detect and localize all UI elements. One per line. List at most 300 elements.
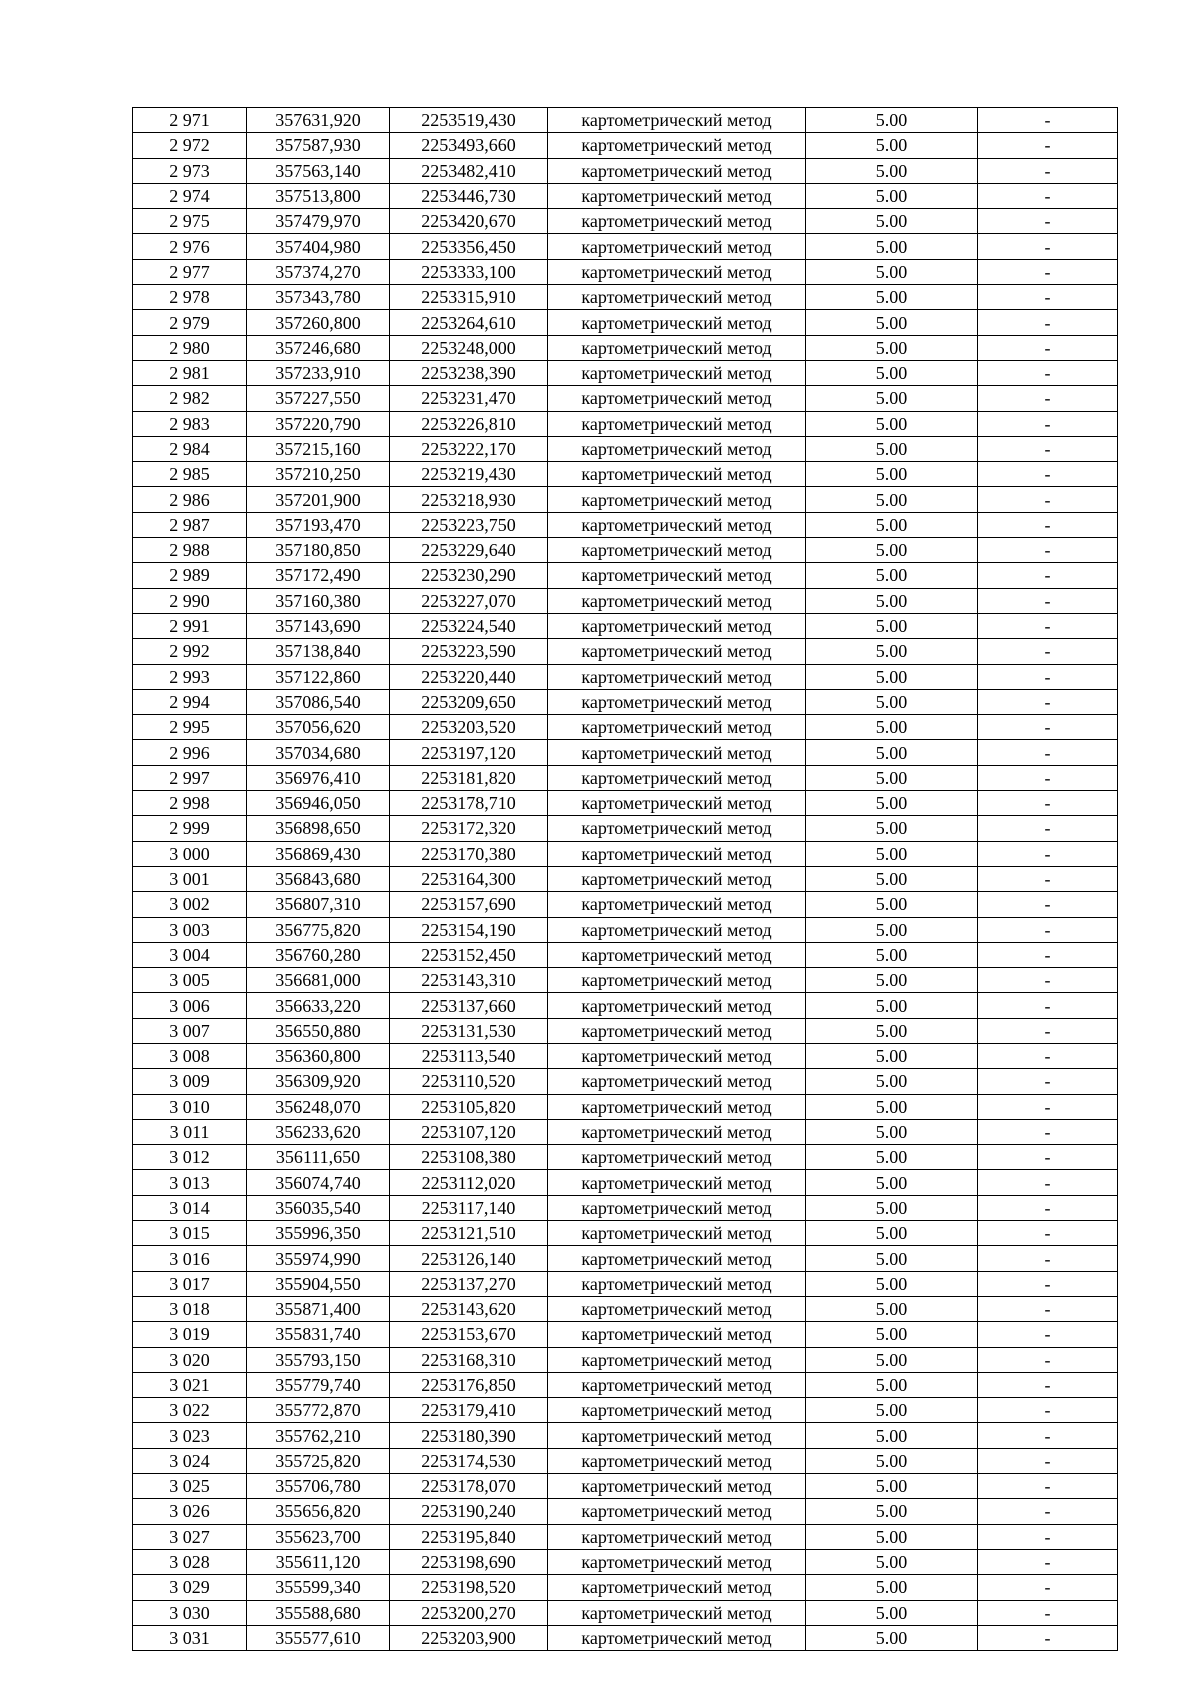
table-row (133, 133, 1118, 158)
description-cell: - (978, 1322, 1118, 1347)
y-coordinate-cell: 2253519,430 (390, 108, 548, 133)
precision-cell: 5.00 (806, 563, 978, 588)
description-cell: - (978, 335, 1118, 360)
y-coordinate-cell: 2253154,190 (390, 917, 548, 942)
x-coordinate-cell: 357215,160 (247, 436, 390, 461)
method-cell: картометрический метод (548, 512, 806, 537)
description-cell: - (978, 968, 1118, 993)
x-coordinate-cell: 356946,050 (247, 791, 390, 816)
x-coordinate-cell: 355762,210 (247, 1423, 390, 1448)
table-row (133, 765, 1118, 790)
table-row (133, 639, 1118, 664)
point-number-cell: 2 982 (133, 386, 247, 411)
method-cell: картометрический метод (548, 1524, 806, 1549)
table-row (133, 1347, 1118, 1372)
y-coordinate-cell: 2253190,240 (390, 1499, 548, 1524)
method-cell: картометрический метод (548, 158, 806, 183)
point-number-cell: 3 002 (133, 892, 247, 917)
x-coordinate-cell: 357404,980 (247, 234, 390, 259)
method-cell: картометрический метод (548, 1119, 806, 1144)
description-cell: - (978, 538, 1118, 563)
method-cell: картометрический метод (548, 209, 806, 234)
method-cell: картометрический метод (548, 841, 806, 866)
description-cell: - (978, 108, 1118, 133)
y-coordinate-cell: 2253248,000 (390, 335, 548, 360)
point-number-cell: 2 977 (133, 259, 247, 284)
y-coordinate-cell: 2253117,140 (390, 1195, 548, 1220)
x-coordinate-cell: 357193,470 (247, 512, 390, 537)
x-coordinate-cell: 357056,620 (247, 715, 390, 740)
precision-cell: 5.00 (806, 360, 978, 385)
method-cell: картометрический метод (548, 1625, 806, 1650)
method-cell: картометрический метод (548, 588, 806, 613)
table-row (133, 1043, 1118, 1068)
description-cell: - (978, 1423, 1118, 1448)
y-coordinate-cell: 2253143,310 (390, 968, 548, 993)
y-coordinate-cell: 2253178,710 (390, 791, 548, 816)
point-number-cell: 2 998 (133, 791, 247, 816)
y-coordinate-cell: 2253198,520 (390, 1575, 548, 1600)
table-row (133, 740, 1118, 765)
table-row (133, 1119, 1118, 1144)
point-number-cell: 3 010 (133, 1094, 247, 1119)
table-row (133, 588, 1118, 613)
y-coordinate-cell: 2253220,440 (390, 664, 548, 689)
y-coordinate-cell: 2253200,270 (390, 1600, 548, 1625)
x-coordinate-cell: 357160,380 (247, 588, 390, 613)
precision-cell: 5.00 (806, 917, 978, 942)
table-row (133, 1145, 1118, 1170)
method-cell: картометрический метод (548, 1296, 806, 1321)
method-cell: картометрический метод (548, 386, 806, 411)
y-coordinate-cell: 2253105,820 (390, 1094, 548, 1119)
y-coordinate-cell: 2253226,810 (390, 411, 548, 436)
y-coordinate-cell: 2253493,660 (390, 133, 548, 158)
y-coordinate-cell: 2253172,320 (390, 816, 548, 841)
table-row (133, 285, 1118, 310)
x-coordinate-cell: 355779,740 (247, 1372, 390, 1397)
method-cell: картометрический метод (548, 866, 806, 891)
method-cell: картометрический метод (548, 968, 806, 993)
x-coordinate-cell: 356074,740 (247, 1170, 390, 1195)
x-coordinate-cell: 357631,920 (247, 108, 390, 133)
x-coordinate-cell: 357479,970 (247, 209, 390, 234)
x-coordinate-cell: 357587,930 (247, 133, 390, 158)
description-cell: - (978, 1448, 1118, 1473)
point-number-cell: 3 004 (133, 942, 247, 967)
description-cell: - (978, 1474, 1118, 1499)
description-cell: - (978, 942, 1118, 967)
description-cell: - (978, 664, 1118, 689)
y-coordinate-cell: 2253143,620 (390, 1296, 548, 1321)
x-coordinate-cell: 357122,860 (247, 664, 390, 689)
point-number-cell: 3 015 (133, 1221, 247, 1246)
method-cell: картометрический метод (548, 1145, 806, 1170)
description-cell: - (978, 765, 1118, 790)
precision-cell: 5.00 (806, 1575, 978, 1600)
table-row (133, 512, 1118, 537)
point-number-cell: 2 996 (133, 740, 247, 765)
y-coordinate-cell: 2253152,450 (390, 942, 548, 967)
x-coordinate-cell: 355793,150 (247, 1347, 390, 1372)
x-coordinate-cell: 356360,800 (247, 1043, 390, 1068)
x-coordinate-cell: 355599,340 (247, 1575, 390, 1600)
point-number-cell: 2 992 (133, 639, 247, 664)
table-row (133, 538, 1118, 563)
table-row (133, 1246, 1118, 1271)
x-coordinate-cell: 357227,550 (247, 386, 390, 411)
point-number-cell: 3 009 (133, 1069, 247, 1094)
y-coordinate-cell: 2253137,660 (390, 993, 548, 1018)
point-number-cell: 2 995 (133, 715, 247, 740)
precision-cell: 5.00 (806, 1221, 978, 1246)
y-coordinate-cell: 2253108,380 (390, 1145, 548, 1170)
x-coordinate-cell: 356309,920 (247, 1069, 390, 1094)
precision-cell: 5.00 (806, 158, 978, 183)
table-row (133, 892, 1118, 917)
precision-cell: 5.00 (806, 1423, 978, 1448)
y-coordinate-cell: 2253179,410 (390, 1398, 548, 1423)
precision-cell: 5.00 (806, 841, 978, 866)
table-row (133, 1398, 1118, 1423)
precision-cell: 5.00 (806, 386, 978, 411)
table-row (133, 968, 1118, 993)
y-coordinate-cell: 2253137,270 (390, 1271, 548, 1296)
description-cell: - (978, 917, 1118, 942)
method-cell: картометрический метод (548, 791, 806, 816)
precision-cell: 5.00 (806, 1043, 978, 1068)
point-number-cell: 3 026 (133, 1499, 247, 1524)
y-coordinate-cell: 2253238,390 (390, 360, 548, 385)
description-cell: - (978, 1524, 1118, 1549)
precision-cell: 5.00 (806, 1246, 978, 1271)
method-cell: картометрический метод (548, 1398, 806, 1423)
point-number-cell: 3 029 (133, 1575, 247, 1600)
point-number-cell: 2 974 (133, 183, 247, 208)
y-coordinate-cell: 2253223,590 (390, 639, 548, 664)
method-cell: картометрический метод (548, 1600, 806, 1625)
point-number-cell: 3 012 (133, 1145, 247, 1170)
method-cell: картометрический метод (548, 462, 806, 487)
description-cell: - (978, 563, 1118, 588)
description-cell: - (978, 411, 1118, 436)
precision-cell: 5.00 (806, 259, 978, 284)
precision-cell: 5.00 (806, 639, 978, 664)
description-cell: - (978, 639, 1118, 664)
table-row (133, 386, 1118, 411)
table-row (133, 715, 1118, 740)
x-coordinate-cell: 357220,790 (247, 411, 390, 436)
point-number-cell: 2 975 (133, 209, 247, 234)
y-coordinate-cell: 2253420,670 (390, 209, 548, 234)
precision-cell: 5.00 (806, 1398, 978, 1423)
description-cell: - (978, 866, 1118, 891)
point-number-cell: 3 030 (133, 1600, 247, 1625)
table-row (133, 563, 1118, 588)
x-coordinate-cell: 356550,880 (247, 1018, 390, 1043)
point-number-cell: 3 020 (133, 1347, 247, 1372)
method-cell: картометрический метод (548, 1423, 806, 1448)
point-number-cell: 3 000 (133, 841, 247, 866)
y-coordinate-cell: 2253230,290 (390, 563, 548, 588)
precision-cell: 5.00 (806, 1549, 978, 1574)
table-row (133, 335, 1118, 360)
method-cell: картометрический метод (548, 664, 806, 689)
table-row (133, 1600, 1118, 1625)
x-coordinate-cell: 355725,820 (247, 1448, 390, 1473)
precision-cell: 5.00 (806, 791, 978, 816)
x-coordinate-cell: 357513,800 (247, 183, 390, 208)
precision-cell: 5.00 (806, 892, 978, 917)
description-cell: - (978, 1069, 1118, 1094)
precision-cell: 5.00 (806, 234, 978, 259)
y-coordinate-cell: 2253482,410 (390, 158, 548, 183)
point-number-cell: 3 031 (133, 1625, 247, 1650)
table-row (133, 664, 1118, 689)
description-cell: - (978, 259, 1118, 284)
precision-cell: 5.00 (806, 1524, 978, 1549)
y-coordinate-cell: 2253231,470 (390, 386, 548, 411)
point-number-cell: 2 984 (133, 436, 247, 461)
method-cell: картометрический метод (548, 1347, 806, 1372)
y-coordinate-cell: 2253170,380 (390, 841, 548, 866)
x-coordinate-cell: 355772,870 (247, 1398, 390, 1423)
point-number-cell: 2 978 (133, 285, 247, 310)
precision-cell: 5.00 (806, 866, 978, 891)
method-cell: картометрический метод (548, 1170, 806, 1195)
precision-cell: 5.00 (806, 1448, 978, 1473)
point-number-cell: 2 976 (133, 234, 247, 259)
precision-cell: 5.00 (806, 1069, 978, 1094)
description-cell: - (978, 588, 1118, 613)
y-coordinate-cell: 2253121,510 (390, 1221, 548, 1246)
method-cell: картометрический метод (548, 335, 806, 360)
y-coordinate-cell: 2253209,650 (390, 689, 548, 714)
point-number-cell: 3 021 (133, 1372, 247, 1397)
description-cell: - (978, 1296, 1118, 1321)
description-cell: - (978, 512, 1118, 537)
table-row (133, 1296, 1118, 1321)
precision-cell: 5.00 (806, 335, 978, 360)
y-coordinate-cell: 2253181,820 (390, 765, 548, 790)
table-row (133, 791, 1118, 816)
description-cell: - (978, 1195, 1118, 1220)
precision-cell: 5.00 (806, 538, 978, 563)
point-number-cell: 3 003 (133, 917, 247, 942)
table-row (133, 1499, 1118, 1524)
x-coordinate-cell: 355656,820 (247, 1499, 390, 1524)
table-row (133, 1069, 1118, 1094)
y-coordinate-cell: 2253131,530 (390, 1018, 548, 1043)
y-coordinate-cell: 2253113,540 (390, 1043, 548, 1068)
description-cell: - (978, 1145, 1118, 1170)
precision-cell: 5.00 (806, 942, 978, 967)
x-coordinate-cell: 357343,780 (247, 285, 390, 310)
y-coordinate-cell: 2253195,840 (390, 1524, 548, 1549)
point-number-cell: 3 024 (133, 1448, 247, 1473)
x-coordinate-cell: 356633,220 (247, 993, 390, 1018)
table-row (133, 487, 1118, 512)
table-row (133, 841, 1118, 866)
table-row (133, 1625, 1118, 1650)
precision-cell: 5.00 (806, 1195, 978, 1220)
method-cell: картометрический метод (548, 740, 806, 765)
method-cell: картометрический метод (548, 816, 806, 841)
y-coordinate-cell: 2253227,070 (390, 588, 548, 613)
x-coordinate-cell: 356807,310 (247, 892, 390, 917)
table-row (133, 209, 1118, 234)
x-coordinate-cell: 357210,250 (247, 462, 390, 487)
method-cell: картометрический метод (548, 411, 806, 436)
description-cell: - (978, 689, 1118, 714)
description-cell: - (978, 892, 1118, 917)
method-cell: картометрический метод (548, 689, 806, 714)
table-row (133, 689, 1118, 714)
description-cell: - (978, 310, 1118, 335)
description-cell: - (978, 1398, 1118, 1423)
precision-cell: 5.00 (806, 664, 978, 689)
coordinates-table-body (133, 108, 1118, 1651)
description-cell: - (978, 285, 1118, 310)
description-cell: - (978, 1347, 1118, 1372)
method-cell: картометрический метод (548, 917, 806, 942)
method-cell: картометрический метод (548, 715, 806, 740)
y-coordinate-cell: 2253107,120 (390, 1119, 548, 1144)
point-number-cell: 3 016 (133, 1246, 247, 1271)
x-coordinate-cell: 357086,540 (247, 689, 390, 714)
point-number-cell: 3 008 (133, 1043, 247, 1068)
method-cell: картометрический метод (548, 487, 806, 512)
point-number-cell: 3 013 (133, 1170, 247, 1195)
precision-cell: 5.00 (806, 209, 978, 234)
x-coordinate-cell: 357233,910 (247, 360, 390, 385)
y-coordinate-cell: 2253126,140 (390, 1246, 548, 1271)
point-number-cell: 3 006 (133, 993, 247, 1018)
point-number-cell: 3 011 (133, 1119, 247, 1144)
method-cell: картометрический метод (548, 1474, 806, 1499)
table-row (133, 816, 1118, 841)
precision-cell: 5.00 (806, 310, 978, 335)
y-coordinate-cell: 2253176,850 (390, 1372, 548, 1397)
y-coordinate-cell: 2253168,310 (390, 1347, 548, 1372)
x-coordinate-cell: 355588,680 (247, 1600, 390, 1625)
x-coordinate-cell: 357180,850 (247, 538, 390, 563)
precision-cell: 5.00 (806, 1474, 978, 1499)
precision-cell: 5.00 (806, 183, 978, 208)
point-number-cell: 3 023 (133, 1423, 247, 1448)
table-row (133, 436, 1118, 461)
y-coordinate-cell: 2253174,530 (390, 1448, 548, 1473)
method-cell: картометрический метод (548, 285, 806, 310)
table-row (133, 613, 1118, 638)
precision-cell: 5.00 (806, 765, 978, 790)
method-cell: картометрический метод (548, 993, 806, 1018)
x-coordinate-cell: 357563,140 (247, 158, 390, 183)
point-number-cell: 2 991 (133, 613, 247, 638)
point-number-cell: 2 973 (133, 158, 247, 183)
description-cell: - (978, 613, 1118, 638)
description-cell: - (978, 1575, 1118, 1600)
method-cell: картометрический метод (548, 1499, 806, 1524)
method-cell: картометрический метод (548, 639, 806, 664)
x-coordinate-cell: 355904,550 (247, 1271, 390, 1296)
y-coordinate-cell: 2253218,930 (390, 487, 548, 512)
method-cell: картометрический метод (548, 1069, 806, 1094)
point-number-cell: 2 999 (133, 816, 247, 841)
y-coordinate-cell: 2253356,450 (390, 234, 548, 259)
y-coordinate-cell: 2253203,520 (390, 715, 548, 740)
description-cell: - (978, 791, 1118, 816)
x-coordinate-cell: 356233,620 (247, 1119, 390, 1144)
description-cell: - (978, 1372, 1118, 1397)
point-number-cell: 2 988 (133, 538, 247, 563)
method-cell: картометрический метод (548, 1448, 806, 1473)
table-row (133, 158, 1118, 183)
y-coordinate-cell: 2253315,910 (390, 285, 548, 310)
point-number-cell: 2 983 (133, 411, 247, 436)
method-cell: картометрический метод (548, 765, 806, 790)
precision-cell: 5.00 (806, 1094, 978, 1119)
y-coordinate-cell: 2253223,750 (390, 512, 548, 537)
description-cell: - (978, 1549, 1118, 1574)
x-coordinate-cell: 357172,490 (247, 563, 390, 588)
y-coordinate-cell: 2253222,170 (390, 436, 548, 461)
method-cell: картометрический метод (548, 310, 806, 335)
method-cell: картометрический метод (548, 1575, 806, 1600)
precision-cell: 5.00 (806, 133, 978, 158)
y-coordinate-cell: 2253198,690 (390, 1549, 548, 1574)
method-cell: картометрический метод (548, 1246, 806, 1271)
x-coordinate-cell: 356843,680 (247, 866, 390, 891)
x-coordinate-cell: 356775,820 (247, 917, 390, 942)
precision-cell: 5.00 (806, 1170, 978, 1195)
table-row (133, 1170, 1118, 1195)
table-row (133, 183, 1118, 208)
point-number-cell: 3 017 (133, 1271, 247, 1296)
precision-cell: 5.00 (806, 487, 978, 512)
x-coordinate-cell: 356035,540 (247, 1195, 390, 1220)
x-coordinate-cell: 357034,680 (247, 740, 390, 765)
description-cell: - (978, 183, 1118, 208)
precision-cell: 5.00 (806, 285, 978, 310)
table-row (133, 866, 1118, 891)
table-row (133, 1448, 1118, 1473)
table-row (133, 259, 1118, 284)
x-coordinate-cell: 357374,270 (247, 259, 390, 284)
point-number-cell: 2 993 (133, 664, 247, 689)
description-cell: - (978, 462, 1118, 487)
method-cell: картометрический метод (548, 538, 806, 563)
precision-cell: 5.00 (806, 1625, 978, 1650)
description-cell: - (978, 715, 1118, 740)
x-coordinate-cell: 357143,690 (247, 613, 390, 638)
description-cell: - (978, 1625, 1118, 1650)
description-cell: - (978, 1600, 1118, 1625)
x-coordinate-cell: 356869,430 (247, 841, 390, 866)
table-row (133, 1524, 1118, 1549)
table-row (133, 1094, 1118, 1119)
precision-cell: 5.00 (806, 968, 978, 993)
precision-cell: 5.00 (806, 715, 978, 740)
point-number-cell: 2 979 (133, 310, 247, 335)
method-cell: картометрический метод (548, 1195, 806, 1220)
x-coordinate-cell: 357260,800 (247, 310, 390, 335)
method-cell: картометрический метод (548, 1271, 806, 1296)
y-coordinate-cell: 2253264,610 (390, 310, 548, 335)
x-coordinate-cell: 355623,700 (247, 1524, 390, 1549)
description-cell: - (978, 386, 1118, 411)
table-row (133, 1575, 1118, 1600)
